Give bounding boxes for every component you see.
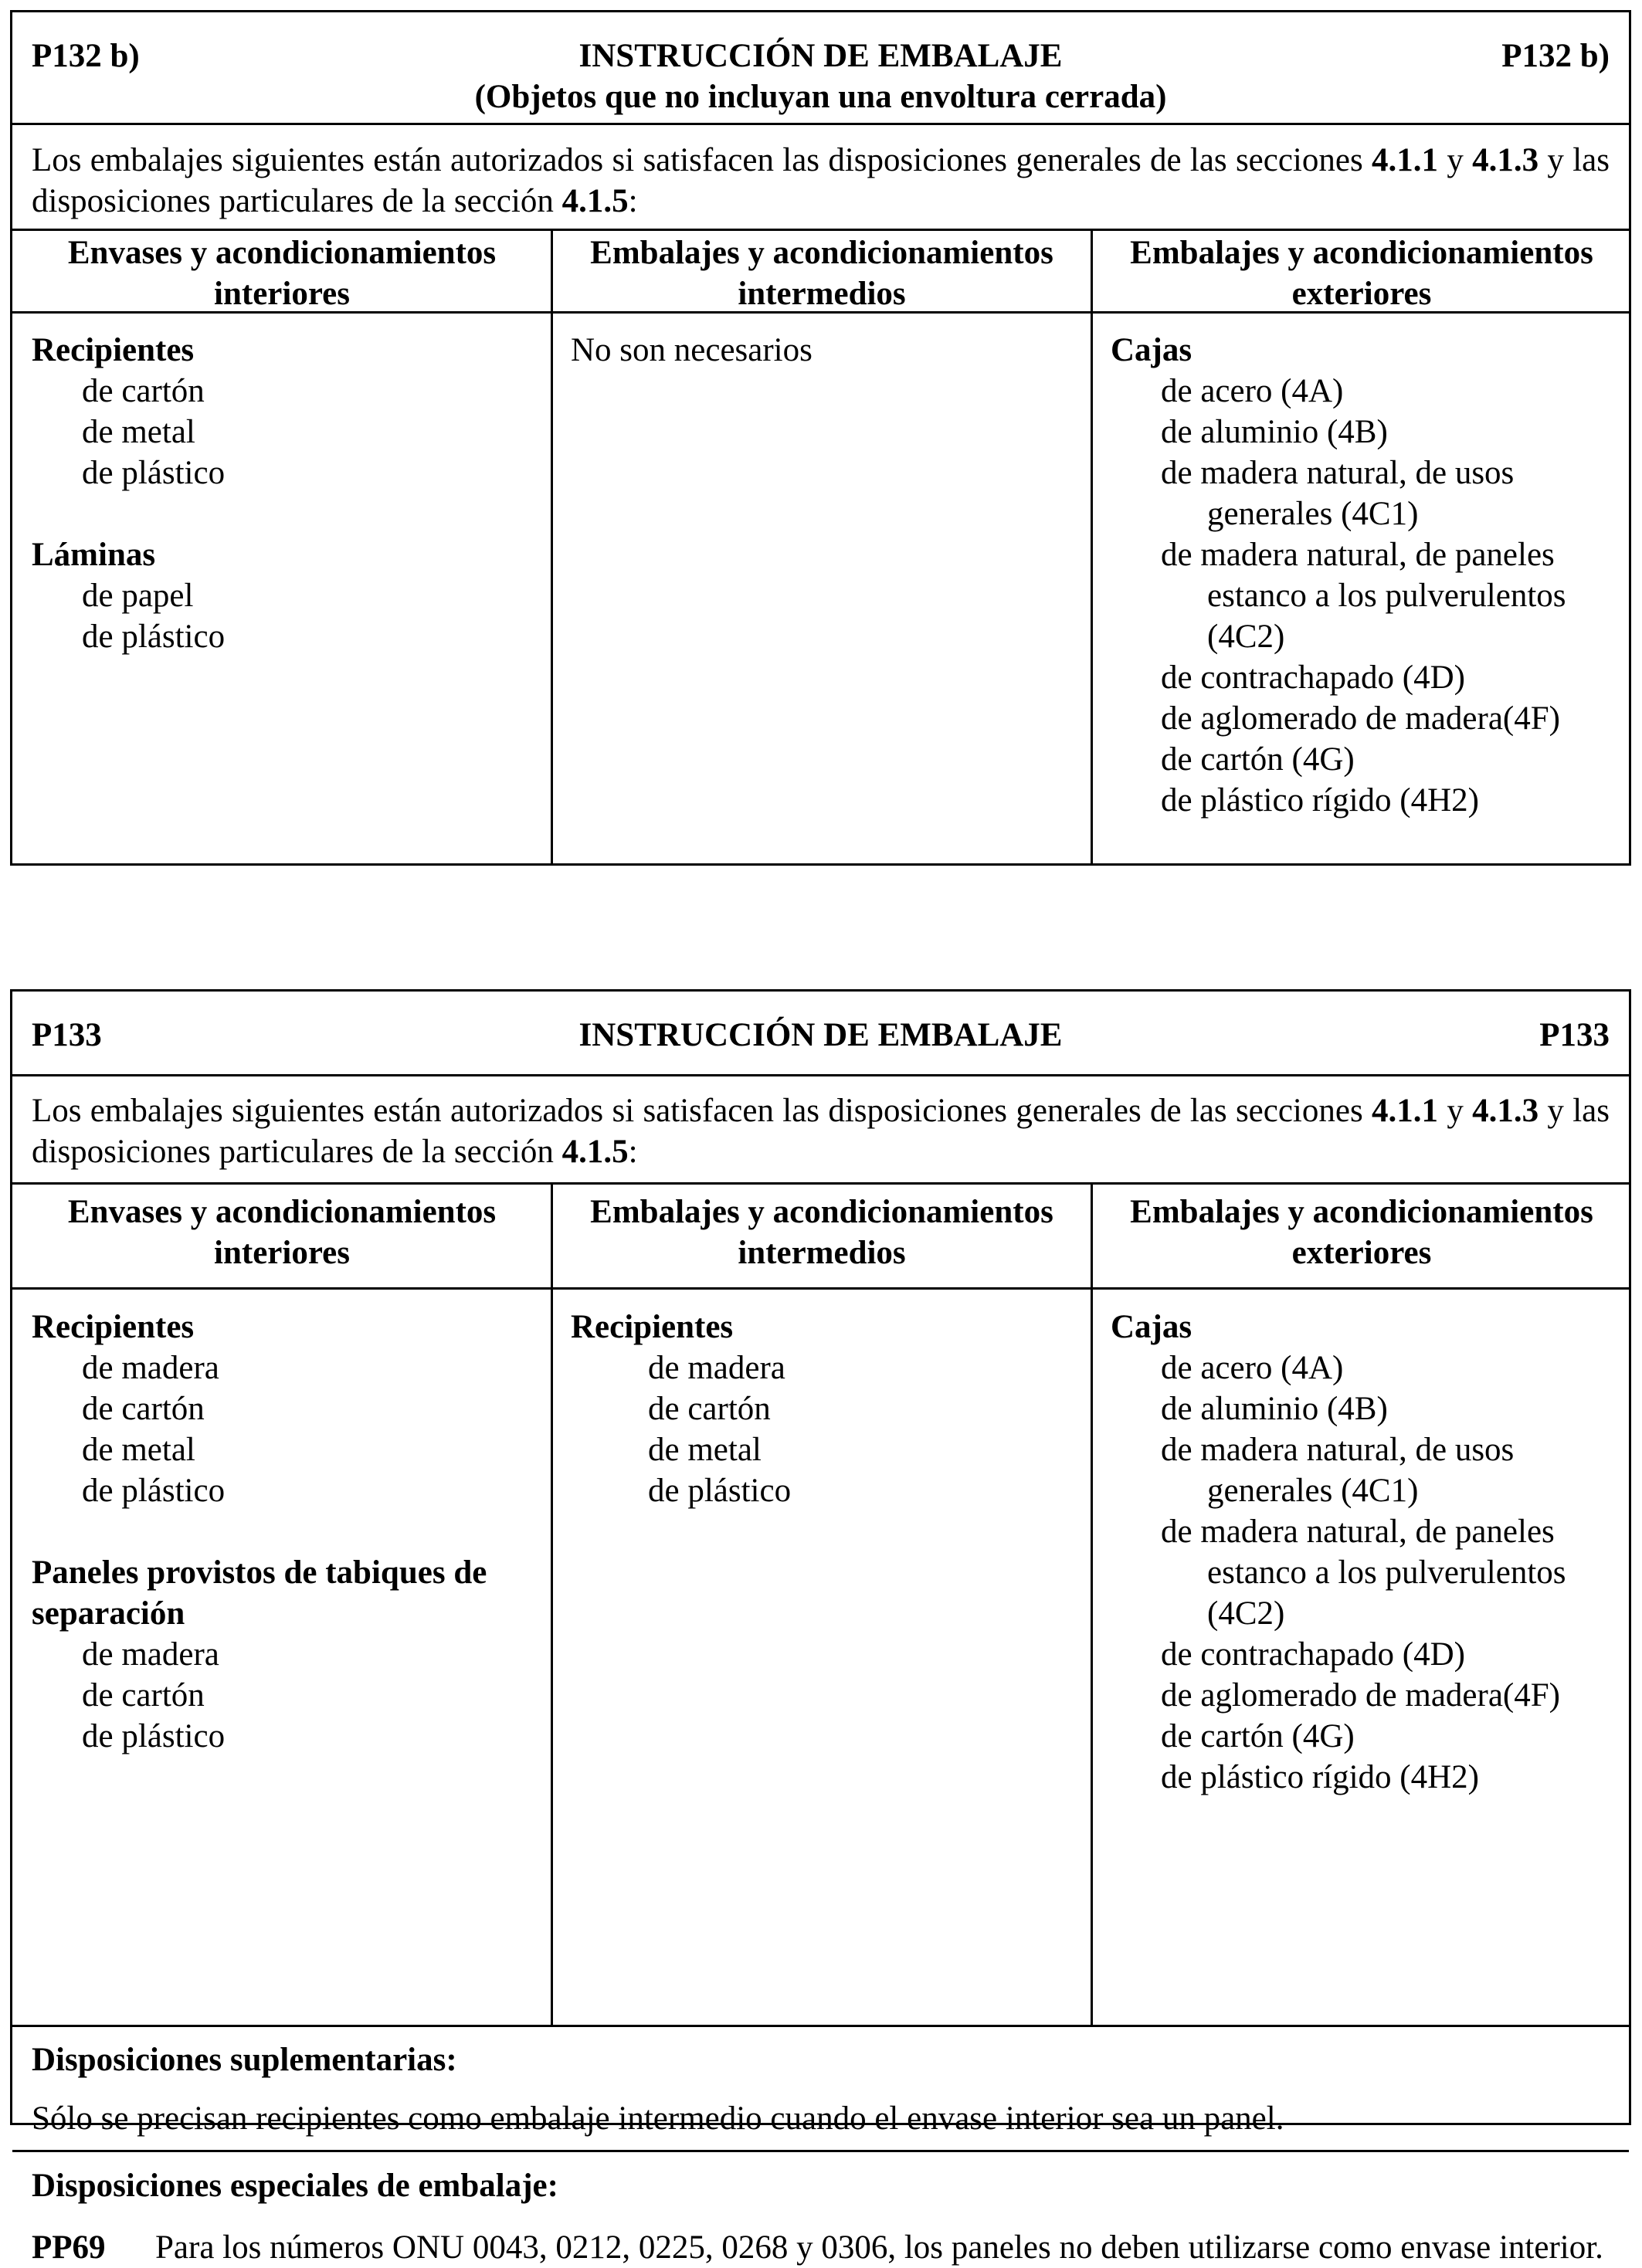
group-title: Paneles provistos de tabiques de separación [32, 1554, 487, 1632]
list-item: de cartón [82, 1677, 205, 1714]
instruction-title: INSTRUCCIÓN DE EMBALAJE [578, 1017, 1063, 1053]
divider [12, 2150, 1629, 2152]
packing-instruction-p132b [10, 10, 1631, 866]
instruction-subtitle: (Objetos que no incluyan una envoltura cerrada) [474, 79, 1167, 115]
column-header-intermediate: Embalajes y acondicionamientos intermedios [590, 235, 1053, 312]
list-item: de madera [82, 1636, 219, 1673]
list-item: de madera natural, de paneles [1161, 537, 1555, 573]
list-item: de cartón [82, 373, 205, 409]
list-item: de plástico [82, 619, 226, 655]
group-title: Cajas [1111, 332, 1192, 368]
column-header-inner: Envases y acondicionamientos interiores [67, 235, 497, 312]
group-title: Cajas [1111, 1309, 1192, 1345]
divider [12, 2025, 1629, 2027]
list-item-continuation: generales (4C1) [1207, 496, 1419, 532]
list-item: de madera [648, 1350, 785, 1386]
column-header-outer: Embalajes y acondicionamientos exteriores [1130, 235, 1593, 312]
group-title: Láminas [32, 537, 156, 573]
column-divider [1091, 229, 1093, 866]
list-item-continuation: estanco a los pulverulentos [1207, 578, 1566, 614]
list-item: de cartón (4G) [1161, 1718, 1355, 1754]
list-item: de cartón (4G) [1161, 741, 1355, 778]
list-item: de madera natural, de usos [1161, 455, 1515, 491]
supplementary-title: Disposiciones suplementarias: [32, 2042, 457, 2078]
not-required-text: No son necesarios [571, 332, 813, 368]
list-item: de contrachapado (4D) [1161, 1636, 1465, 1673]
list-item: de aluminio (4B) [1161, 414, 1388, 450]
instruction-code-right: P133 [1539, 1017, 1610, 1053]
outer-packagings-cell [1111, 330, 1620, 821]
list-item: de acero (4A) [1161, 1350, 1344, 1386]
list-item: de aglomerado de madera(4F) [1161, 700, 1560, 737]
instruction-code-left: P132 b) [32, 38, 140, 74]
list-item: de contrachapado (4D) [1161, 659, 1465, 696]
intermediate-packagings-cell [571, 1307, 1081, 1511]
inner-packagings-cell [32, 1307, 541, 1757]
list-item: de cartón [82, 1391, 205, 1427]
divider [12, 1287, 1629, 1290]
instruction-title: INSTRUCCIÓN DE EMBALAJE [578, 38, 1063, 74]
list-item-continuation: (4C2) [1207, 619, 1285, 655]
list-item: de cartón [648, 1391, 771, 1427]
column-divider [551, 229, 553, 866]
list-item-continuation: generales (4C1) [1207, 1473, 1419, 1509]
list-item: de madera natural, de usos [1161, 1432, 1515, 1468]
list-item: de plástico [82, 1718, 226, 1754]
column-header-outer: Embalajes y acondicionamientos exteriores [1130, 1194, 1593, 1271]
group-title: Recipientes [32, 1309, 195, 1345]
instruction-code-left: P133 [32, 1017, 102, 1053]
column-header-intermediate: Embalajes y acondicionamientos intermedios [590, 1194, 1053, 1271]
column-divider [1091, 1182, 1093, 2025]
intro-paragraph: Los embalajes siguientes están autorizados si satisfacen las disposiciones generales de las secciones 4.1.1 y 4.1.3 y las disposiciones particulares de la sección 4.1.5: [32, 142, 1610, 219]
intermediate-packagings-cell [571, 330, 1081, 371]
list-item: de aglomerado de madera(4F) [1161, 1677, 1560, 1714]
list-item: de plástico [648, 1473, 792, 1509]
list-item: de acero (4A) [1161, 373, 1344, 409]
list-item: de plástico [82, 1473, 226, 1509]
list-item: de plástico rígido (4H2) [1161, 782, 1479, 819]
list-item: de madera natural, de paneles [1161, 1514, 1555, 1550]
list-item: de metal [648, 1432, 762, 1468]
list-item: de papel [82, 578, 194, 614]
instruction-code-right: P132 b) [1501, 38, 1610, 74]
special-provision-code: PP69 [32, 2229, 106, 2266]
special-provisions-title: Disposiciones especiales de embalaje: [32, 2168, 558, 2204]
divider [12, 311, 1629, 314]
list-item: de plástico [82, 455, 226, 491]
list-item: de metal [82, 414, 195, 450]
column-divider [551, 1182, 553, 2025]
list-item: de madera [82, 1350, 219, 1386]
outer-packagings-cell [1111, 1307, 1620, 1798]
column-header-inner: Envases y acondicionamientos interiores [67, 1194, 497, 1271]
divider [12, 1182, 1629, 1185]
list-item: de plástico rígido (4H2) [1161, 1759, 1479, 1795]
list-item: de aluminio (4B) [1161, 1391, 1388, 1427]
list-item-continuation: (4C2) [1207, 1595, 1285, 1632]
list-item-continuation: estanco a los pulverulentos [1207, 1554, 1566, 1591]
intro-paragraph: Los embalajes siguientes están autorizados si satisfacen las disposiciones generales de las secciones 4.1.1 y 4.1.3 y las disposiciones particulares de la sección 4.1.5: [32, 1093, 1610, 1170]
packing-instruction-p133 [10, 989, 1631, 2266]
inner-packagings-cell [32, 330, 541, 657]
divider [12, 1074, 1629, 1076]
group-title: Recipientes [32, 332, 195, 368]
special-provision-text: Para los números ONU 0043, 0212, 0225, 0268 y 0306, los paneles no deben utilizarse como envase interior. [155, 2229, 1603, 2266]
group-title: Recipientes [571, 1309, 734, 1345]
list-item: de metal [82, 1432, 195, 1468]
divider [12, 123, 1629, 125]
supplementary-text: Sólo se precisan recipientes como embalaje intermedio cuando el envase interior sea un panel. [32, 2100, 1284, 2137]
divider [12, 229, 1629, 231]
